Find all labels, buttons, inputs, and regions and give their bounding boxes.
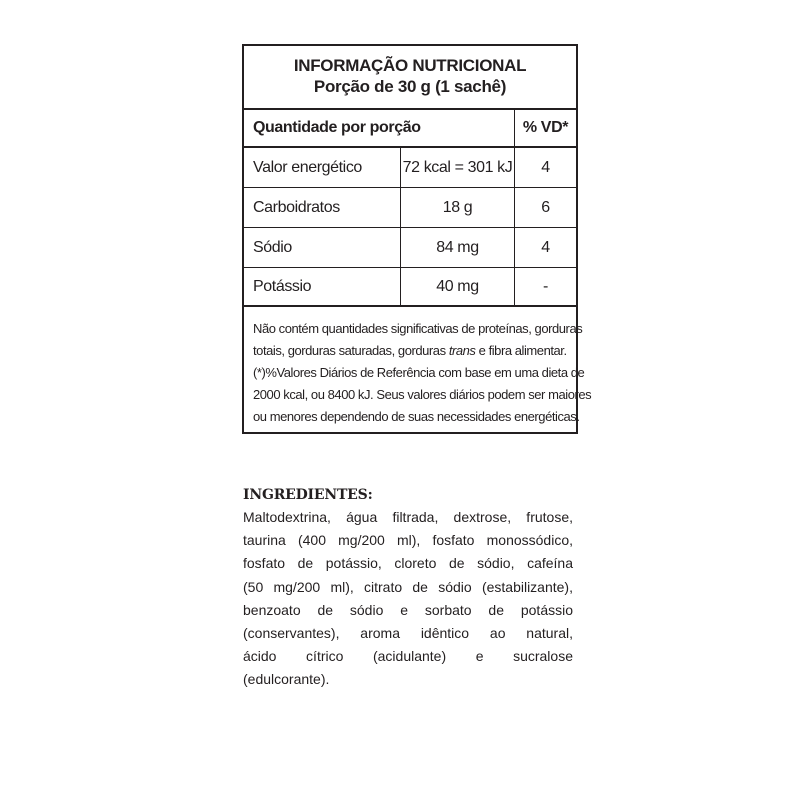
ingredients-line: fosfato de potássio, cloreto de sódio, cafeína xyxy=(243,555,573,572)
nutrient-name: Sódio xyxy=(253,238,292,256)
nutrient-name: Potássio xyxy=(253,277,312,295)
footnote-line: 2000 kcal, ou 8400 kJ. Seus valores diários podem ser maiores xyxy=(253,387,592,402)
table-row xyxy=(244,268,576,307)
nutrient-vd: 4 xyxy=(514,148,576,187)
nutrition-title: INFORMAÇÃO NUTRICIONAL xyxy=(293,56,527,75)
nutrient-amount: 18 g xyxy=(400,188,514,227)
nutrient-name: Carboidratos xyxy=(253,198,340,216)
ingredients-text xyxy=(243,506,573,692)
nutrient-vd: - xyxy=(514,268,576,305)
ingredients-section xyxy=(243,484,573,692)
nutrient-amount: 40 mg xyxy=(400,268,514,305)
ingredients-line: ácido cítrico (acidulante) e sucralose xyxy=(243,648,573,665)
ingredients-line: taurina (400 mg/200 ml), fosfato monossódico, xyxy=(243,532,573,549)
footnote-line: (*)%Valores Diários de Referência com base em uma dieta de xyxy=(253,365,585,380)
serving-size: Porção de 30 g (1 sachê) xyxy=(313,77,507,96)
ingredients-line: (50 mg/200 ml), citrato de sódio (estabilizante), xyxy=(243,578,573,595)
quantity-header: Quantidade por porção xyxy=(253,119,421,136)
nutrition-footnote xyxy=(244,307,592,432)
table-row xyxy=(244,188,576,228)
nutrient-amount: 72 kcal = 301 kJ xyxy=(400,148,514,187)
table-row xyxy=(244,228,576,268)
footnote-line: Não contém quantidades significativas de proteínas, gorduras xyxy=(253,321,583,336)
nutrition-facts-table xyxy=(242,44,592,434)
footnote-line xyxy=(253,340,570,362)
nutrient-name: Valor energético xyxy=(253,158,362,176)
nutrient-vd: 6 xyxy=(514,188,576,227)
nutrient-vd: 4 xyxy=(514,228,576,267)
vd-header: % VD* xyxy=(514,110,576,146)
table-row xyxy=(244,148,576,188)
ingredients-line: (edulcorante). xyxy=(243,671,330,688)
ingredients-title: INGREDIENTES: xyxy=(243,487,373,503)
ingredients-line: benzoato de sódio e sorbato de potássio xyxy=(243,601,573,618)
nutrition-header xyxy=(244,46,576,110)
nutrient-amount: 84 mg xyxy=(400,228,514,267)
table-header-row xyxy=(244,110,576,148)
footnote-text: e fibra alimentar. xyxy=(475,343,567,358)
ingredients-line: (conservantes), aroma idêntico ao natural, xyxy=(243,625,573,642)
ingredients-line: Maltodextrina, água filtrada, dextrose, frutose, xyxy=(243,509,573,525)
footnote-italic: trans xyxy=(448,343,476,358)
footnote-line: ou menores dependendo de suas necessidades energéticas. xyxy=(253,409,580,424)
footnote-text: totais, gorduras saturadas, gorduras xyxy=(253,343,449,358)
